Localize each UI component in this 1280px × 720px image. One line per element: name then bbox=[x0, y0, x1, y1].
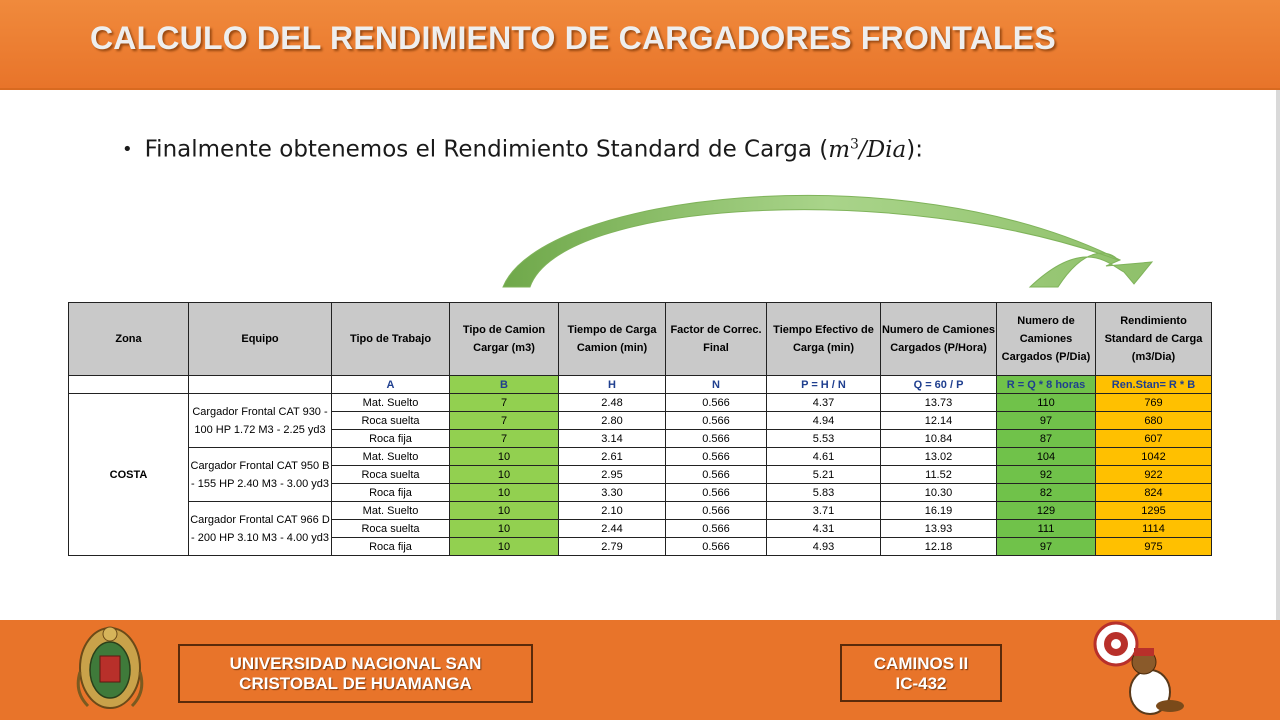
tipo-trabajo-cell: Roca fija bbox=[332, 430, 450, 448]
header-camiones-hora: Numero de Camiones Cargados (P/Hora) bbox=[881, 303, 997, 376]
university-line-1: UNIVERSIDAD NACIONAL SAN bbox=[229, 654, 482, 673]
code-cell: P = H / N bbox=[767, 376, 881, 394]
tiempo-carga-cell: 2.61 bbox=[559, 448, 666, 466]
tiempo-carga-cell: 3.14 bbox=[559, 430, 666, 448]
code-cell bbox=[189, 376, 332, 394]
tiempo-efectivo-cell: 4.31 bbox=[767, 520, 881, 538]
camion-cell: 10 bbox=[450, 466, 559, 484]
course-name: CAMINOS II bbox=[873, 654, 969, 673]
tiempo-efectivo-cell: 5.21 bbox=[767, 466, 881, 484]
tipo-trabajo-cell: Mat. Suelto bbox=[332, 448, 450, 466]
bullet-close: ): bbox=[906, 136, 923, 163]
rendimiento-cell: 922 bbox=[1096, 466, 1212, 484]
header-tipo-camion: Tipo de Camion Cargar (m3) bbox=[450, 303, 559, 376]
tipo-trabajo-cell: Roca suelta bbox=[332, 466, 450, 484]
bullet-dot-icon: • bbox=[122, 138, 133, 160]
camiones-hora-cell: 10.30 bbox=[881, 484, 997, 502]
factor-cell: 0.566 bbox=[666, 484, 767, 502]
tiempo-efectivo-cell: 4.93 bbox=[767, 538, 881, 556]
camiones-hora-cell: 12.18 bbox=[881, 538, 997, 556]
tiempo-efectivo-cell: 4.37 bbox=[767, 394, 881, 412]
camiones-dia-cell: 110 bbox=[997, 394, 1096, 412]
code-cell: R = Q * 8 horas bbox=[997, 376, 1096, 394]
curved-arrow-icon bbox=[0, 0, 1280, 310]
camiones-hora-cell: 10.84 bbox=[881, 430, 997, 448]
camiones-hora-cell: 13.02 bbox=[881, 448, 997, 466]
tipo-trabajo-cell: Roca fija bbox=[332, 538, 450, 556]
equipo-cell: Cargador Frontal CAT 950 B - 155 HP 2.40 M3 - 3.00 yd3 bbox=[189, 448, 332, 502]
header-zona: Zona bbox=[69, 303, 189, 376]
tiempo-carga-cell: 2.95 bbox=[559, 466, 666, 484]
factor-cell: 0.566 bbox=[666, 394, 767, 412]
camion-cell: 7 bbox=[450, 394, 559, 412]
camiones-hora-cell: 13.73 bbox=[881, 394, 997, 412]
rendimiento-cell: 607 bbox=[1096, 430, 1212, 448]
math-unit: $m^3$/Dia bbox=[828, 136, 907, 163]
university-crest-icon bbox=[74, 622, 146, 714]
bullet-text: Finalmente obtenemos el Rendimiento Standard de Carga ( bbox=[144, 136, 829, 163]
tipo-trabajo-cell: Mat. Suelto bbox=[332, 394, 450, 412]
header-rendimiento: Rendimiento Standard de Carga (m3/Dia) bbox=[1096, 303, 1212, 376]
tipo-trabajo-cell: Roca suelta bbox=[332, 520, 450, 538]
equipo-cell: Cargador Frontal CAT 930 - 100 HP 1.72 M3 - 2.25 yd3 bbox=[189, 394, 332, 448]
code-cell: Q = 60 / P bbox=[881, 376, 997, 394]
camiones-dia-cell: 97 bbox=[997, 412, 1096, 430]
tipo-trabajo-cell: Roca fija bbox=[332, 484, 450, 502]
code-cell: H bbox=[559, 376, 666, 394]
camiones-hora-cell: 13.93 bbox=[881, 520, 997, 538]
header-equipo: Equipo bbox=[189, 303, 332, 376]
table-row bbox=[69, 502, 1212, 520]
camion-cell: 10 bbox=[450, 520, 559, 538]
camiones-hora-cell: 12.14 bbox=[881, 412, 997, 430]
camiones-dia-cell: 87 bbox=[997, 430, 1096, 448]
tiempo-carga-cell: 2.10 bbox=[559, 502, 666, 520]
rendimiento-cell: 1295 bbox=[1096, 502, 1212, 520]
factor-cell: 0.566 bbox=[666, 412, 767, 430]
table-row bbox=[69, 448, 1212, 466]
rendimiento-cell: 680 bbox=[1096, 412, 1212, 430]
tiempo-carga-cell: 2.80 bbox=[559, 412, 666, 430]
camion-cell: 10 bbox=[450, 538, 559, 556]
factor-cell: 0.566 bbox=[666, 502, 767, 520]
camion-cell: 10 bbox=[450, 484, 559, 502]
zona-cell: COSTA bbox=[69, 394, 189, 556]
factor-cell: 0.566 bbox=[666, 430, 767, 448]
tiempo-carga-cell: 2.48 bbox=[559, 394, 666, 412]
formula-row bbox=[69, 376, 1212, 394]
header-factor: Factor de Correc. Final bbox=[666, 303, 767, 376]
code-cell: B bbox=[450, 376, 559, 394]
camiones-dia-cell: 92 bbox=[997, 466, 1096, 484]
factor-cell: 0.566 bbox=[666, 520, 767, 538]
rendimiento-cell: 824 bbox=[1096, 484, 1212, 502]
camion-cell: 10 bbox=[450, 448, 559, 466]
code-cell: A bbox=[332, 376, 450, 394]
camion-cell: 10 bbox=[450, 502, 559, 520]
header-tiempo-carga: Tiempo de Carga Camion (min) bbox=[559, 303, 666, 376]
camiones-dia-cell: 104 bbox=[997, 448, 1096, 466]
camion-cell: 7 bbox=[450, 412, 559, 430]
tipo-trabajo-cell: Roca suelta bbox=[332, 412, 450, 430]
camion-cell: 7 bbox=[450, 430, 559, 448]
code-cell bbox=[69, 376, 189, 394]
tiempo-efectivo-cell: 5.53 bbox=[767, 430, 881, 448]
camiones-dia-cell: 111 bbox=[997, 520, 1096, 538]
rendimiento-table bbox=[68, 302, 1212, 556]
tiempo-efectivo-cell: 4.94 bbox=[767, 412, 881, 430]
university-line-2: CRISTOBAL DE HUAMANGA bbox=[239, 674, 472, 693]
table-header-row bbox=[69, 303, 1212, 376]
factor-cell: 0.566 bbox=[666, 538, 767, 556]
beaver-mascot-icon bbox=[1088, 618, 1188, 718]
university-name-box bbox=[178, 644, 533, 703]
slide-title: CALCULO DEL RENDIMIENTO DE CARGADORES FRONTALES bbox=[90, 20, 1056, 56]
header-camiones-dia: Numero de Camiones Cargados (P/Dia) bbox=[997, 303, 1096, 376]
factor-cell: 0.566 bbox=[666, 466, 767, 484]
table-row bbox=[69, 394, 1212, 412]
code-cell: N bbox=[666, 376, 767, 394]
tiempo-efectivo-cell: 4.61 bbox=[767, 448, 881, 466]
rendimiento-cell: 975 bbox=[1096, 538, 1212, 556]
tipo-trabajo-cell: Mat. Suelto bbox=[332, 502, 450, 520]
course-box bbox=[840, 644, 1002, 702]
camiones-dia-cell: 82 bbox=[997, 484, 1096, 502]
factor-cell: 0.566 bbox=[666, 448, 767, 466]
camiones-hora-cell: 11.52 bbox=[881, 466, 997, 484]
camiones-dia-cell: 97 bbox=[997, 538, 1096, 556]
equipo-cell: Cargador Frontal CAT 966 D - 200 HP 3.10 M3 - 4.00 yd3 bbox=[189, 502, 332, 556]
code-cell: Ren.Stan= R * B bbox=[1096, 376, 1212, 394]
tiempo-efectivo-cell: 5.83 bbox=[767, 484, 881, 502]
header-tiempo-efectivo: Tiempo Efectivo de Carga (min) bbox=[767, 303, 881, 376]
header-tipo-trabajo: Tipo de Trabajo bbox=[332, 303, 450, 376]
course-code: IC-432 bbox=[895, 674, 947, 693]
camiones-hora-cell: 16.19 bbox=[881, 502, 997, 520]
rendimiento-cell: 1042 bbox=[1096, 448, 1212, 466]
tiempo-carga-cell: 2.44 bbox=[559, 520, 666, 538]
camiones-dia-cell: 129 bbox=[997, 502, 1096, 520]
tiempo-efectivo-cell: 3.71 bbox=[767, 502, 881, 520]
tiempo-carga-cell: 3.30 bbox=[559, 484, 666, 502]
tiempo-carga-cell: 2.79 bbox=[559, 538, 666, 556]
rendimiento-cell: 1114 bbox=[1096, 520, 1212, 538]
rendimiento-cell: 769 bbox=[1096, 394, 1212, 412]
